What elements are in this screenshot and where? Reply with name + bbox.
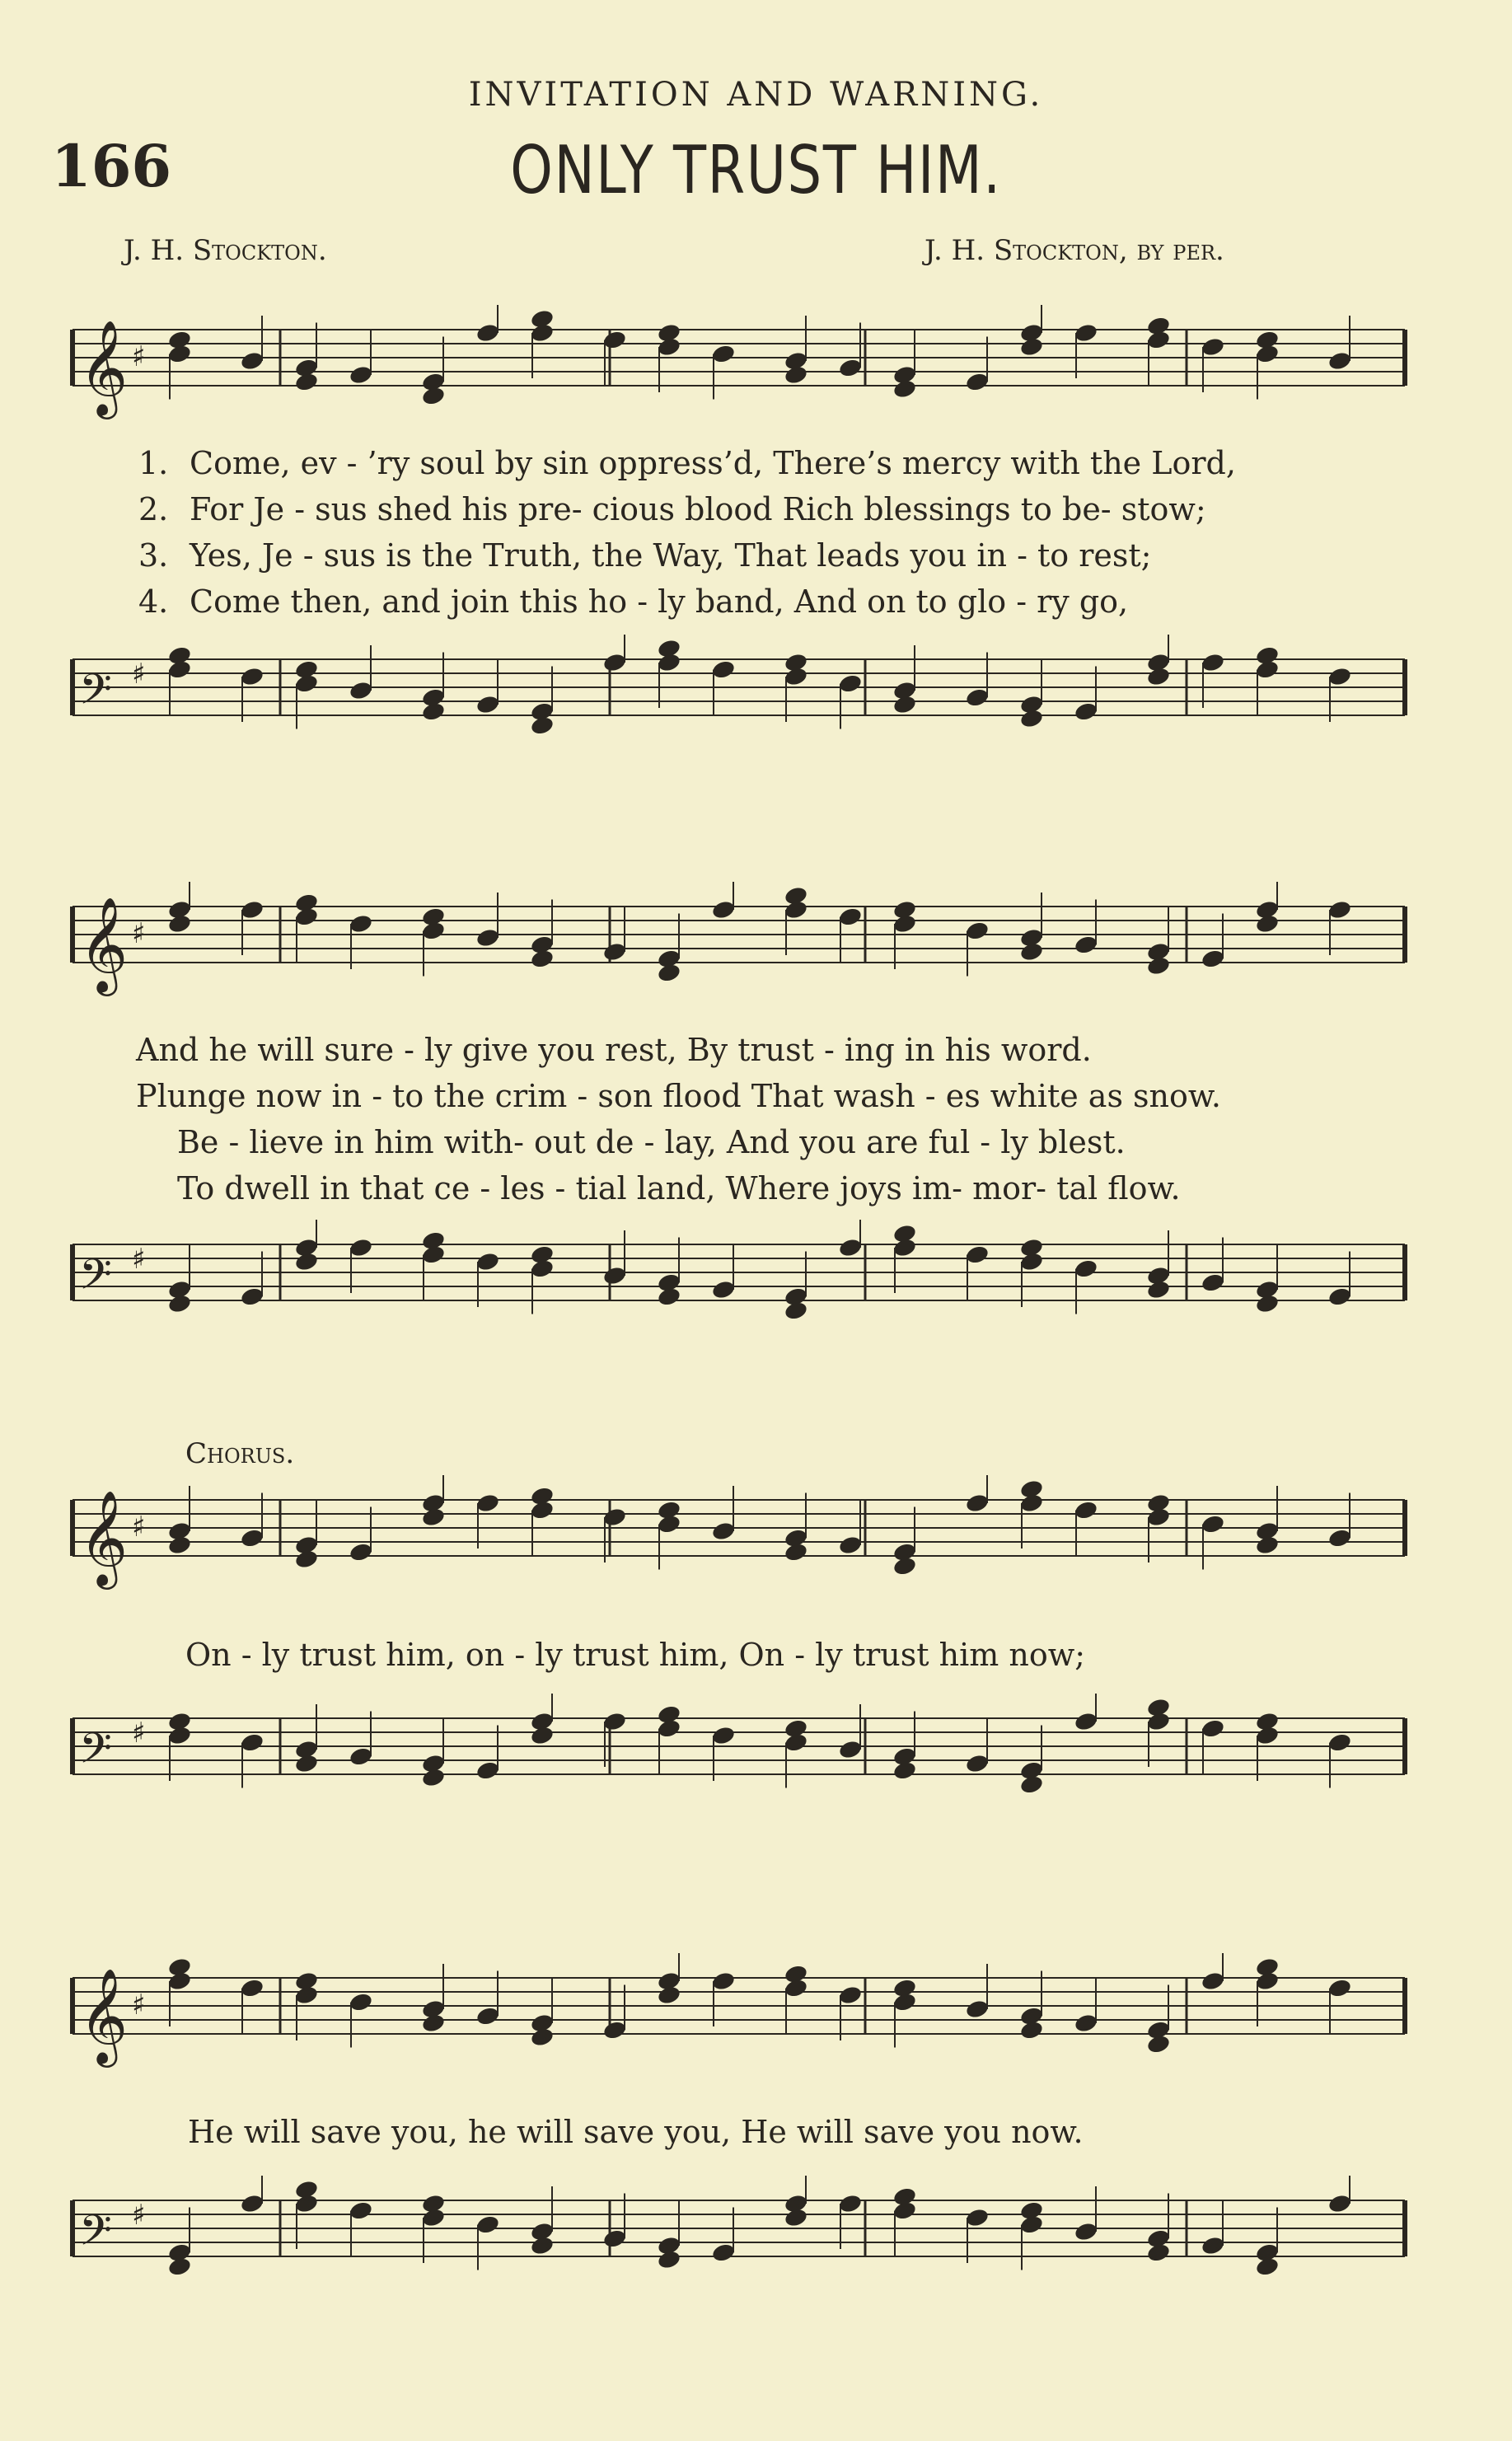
lyric-text: Plunge now in - to the crim - son flood That wash - es white as snow.	[136, 1078, 1221, 1114]
note-head	[1146, 316, 1172, 337]
note-head	[1255, 330, 1280, 351]
note-head	[349, 1542, 374, 1563]
note-head	[1019, 941, 1045, 963]
note-head	[602, 941, 628, 963]
note-head	[1019, 336, 1045, 358]
note-head	[657, 1704, 682, 1726]
note-head	[1146, 2034, 1172, 2055]
lyric-text: To dwell in that ce - les - tial land, Where joys im- mor- tal flow.	[177, 1170, 1181, 1206]
bass-staff-system-2	[0, 1220, 1512, 1384]
note-head	[294, 1251, 320, 1272]
note-head	[784, 2207, 809, 2228]
treble-clef-icon: 𝄞	[79, 1967, 129, 2064]
note-head	[711, 2242, 737, 2264]
note-head	[1327, 1732, 1353, 1754]
note-head	[1074, 322, 1099, 344]
note-head	[1074, 2221, 1099, 2242]
note-head	[349, 1746, 374, 1768]
bass-staff-system-3	[0, 1694, 1512, 1858]
note-head	[657, 322, 682, 344]
composer-credit: J. H. Stockton, by per.	[925, 234, 1224, 267]
note-head	[602, 652, 628, 673]
note-head	[475, 2214, 501, 2236]
bass-clef-icon: 𝄢	[79, 1249, 112, 1310]
verse-line	[188, 2114, 1084, 2150]
note-head	[1019, 1774, 1045, 1796]
note-head	[349, 2200, 374, 2222]
note-head	[530, 1725, 555, 1746]
treble-staff-system-2	[0, 882, 1512, 1014]
note-head	[784, 652, 809, 673]
note-head	[965, 1244, 990, 1266]
lyric-text: And he will sure - ly give you rest, By trust - ing in his word.	[136, 1032, 1092, 1068]
lyric-text: Come, ev - ’ry soul by sin oppress’d, There’s mercy with the Lord,	[190, 445, 1236, 481]
note-head	[1074, 2012, 1099, 2034]
note-head	[240, 899, 265, 921]
note-head	[657, 1500, 682, 1521]
note-head	[657, 1286, 682, 1308]
lyric-text: Yes, Je - sus is the Truth, the Way, That leads you in - to rest;	[190, 537, 1152, 574]
bass-clef-icon: 𝄢	[79, 664, 112, 724]
note-head	[1074, 1711, 1099, 1732]
note-head	[602, 2228, 628, 2250]
lyricist-credit: J. H. Stockton.	[124, 234, 327, 267]
note-head	[784, 364, 809, 386]
lyric-text: Be - lieve in him with- out de - lay, And you are ful - ly blest.	[177, 1124, 1126, 1160]
note-head	[1201, 1514, 1226, 1535]
note-head	[530, 1244, 555, 1266]
verse-number: 1.	[138, 445, 169, 481]
note-head	[421, 701, 447, 723]
note-head	[475, 2006, 501, 2027]
lyric-text: Come then, and join this ho - ly band, And on to glo - ry go,	[190, 583, 1129, 620]
note-head	[602, 1506, 628, 1528]
note-head	[349, 1992, 374, 2013]
note-head	[475, 1760, 501, 1782]
note-head	[1255, 645, 1280, 667]
note-head	[602, 330, 628, 351]
sharp-icon: ♯	[132, 917, 146, 950]
note-head	[892, 899, 918, 921]
note-head	[711, 344, 737, 365]
note-head	[240, 1528, 265, 1549]
verse-line	[177, 1124, 1126, 1160]
note-head	[421, 1506, 447, 1528]
note-head	[1019, 1478, 1045, 1500]
note-head	[602, 1265, 628, 1286]
note-head	[711, 1970, 737, 1992]
note-head	[1019, 2020, 1045, 2041]
note-head	[1019, 1237, 1045, 1258]
note-head	[1327, 1978, 1353, 1999]
page-number: 166	[51, 132, 172, 200]
note-head	[1201, 652, 1226, 673]
note-head	[530, 2026, 555, 2048]
note-head	[349, 364, 374, 386]
note-head	[965, 921, 990, 942]
note-head	[1074, 1258, 1099, 1280]
note-head	[838, 1739, 864, 1760]
lyric-text: On - ly trust him, on - ly trust him, On - ly trust him now;	[185, 1637, 1086, 1673]
note-head	[657, 963, 682, 984]
note-head	[294, 1753, 320, 1774]
sharp-icon: ♯	[132, 1511, 146, 1544]
note-head	[167, 913, 193, 935]
note-head	[892, 1223, 918, 1244]
treble-clef-icon: 𝄞	[79, 319, 129, 415]
note-head	[240, 350, 265, 372]
note-head	[167, 645, 193, 667]
note-head	[965, 372, 990, 393]
sharp-icon: ♯	[132, 340, 146, 373]
note-head	[711, 1279, 737, 1300]
note-head	[240, 1732, 265, 1754]
verse-line	[136, 1078, 1221, 1114]
note-head	[838, 1237, 864, 1258]
note-head	[421, 907, 447, 928]
note-head	[1255, 1293, 1280, 1314]
note-head	[240, 2193, 265, 2214]
note-head	[965, 1492, 990, 1514]
note-head	[892, 694, 918, 715]
verse-line	[138, 537, 1151, 574]
note-head	[1201, 2235, 1226, 2256]
note-head	[421, 1230, 447, 1252]
note-head	[657, 2249, 682, 2270]
note-head	[294, 659, 320, 681]
note-head	[711, 1725, 737, 1746]
verse-line	[177, 1170, 1181, 1206]
note-head	[1146, 1697, 1172, 1718]
note-head	[1074, 701, 1099, 723]
note-head	[1255, 2256, 1280, 2278]
verse-line	[138, 491, 1206, 527]
note-head	[838, 1984, 864, 2006]
treble-staff-system-1	[0, 305, 1512, 437]
note-head	[838, 1534, 864, 1556]
note-head	[167, 1956, 193, 1978]
note-head	[892, 1556, 918, 1577]
bass-staff-system-4	[0, 2176, 1512, 2340]
hymn-title: ONLY TRUST HIM.	[510, 132, 1002, 208]
note-head	[602, 1711, 628, 1732]
note-head	[475, 694, 501, 715]
sharp-icon: ♯	[132, 1243, 146, 1276]
note-head	[1327, 2193, 1353, 2214]
treble-clef-icon: 𝄞	[79, 896, 129, 992]
treble-staff-system-4	[0, 1953, 1512, 2085]
note-head	[1201, 1970, 1226, 1992]
bass-clef-icon: 𝄢	[79, 1723, 112, 1783]
note-head	[1146, 955, 1172, 977]
note-head	[1146, 666, 1172, 687]
verse-line	[136, 1032, 1092, 1068]
note-head	[1327, 666, 1353, 687]
note-head	[784, 885, 809, 907]
note-head	[167, 2256, 193, 2278]
verse-line	[185, 1637, 1085, 1673]
note-head	[294, 1548, 320, 1570]
note-head	[602, 2020, 628, 2041]
bass-clef-icon: 𝄢	[79, 2205, 112, 2265]
note-head	[1327, 1286, 1353, 1308]
note-head	[838, 2193, 864, 2214]
note-head	[530, 715, 555, 737]
note-head	[475, 1492, 501, 1514]
note-head	[838, 907, 864, 928]
note-head	[838, 673, 864, 695]
sharp-icon: ♯	[132, 1989, 146, 2022]
note-head	[167, 1534, 193, 1556]
verse-number: 3.	[138, 537, 169, 574]
note-head	[530, 2235, 555, 2256]
note-head	[1201, 1718, 1226, 1740]
sharp-icon: ♯	[132, 2199, 146, 2232]
note-head	[784, 1964, 809, 1985]
note-head	[167, 330, 193, 351]
note-head	[657, 638, 682, 659]
note-head	[421, 1767, 447, 1788]
note-head	[1146, 1279, 1172, 1300]
note-head	[892, 378, 918, 400]
note-head	[892, 2186, 918, 2208]
note-head	[892, 1760, 918, 1782]
note-head	[349, 1237, 374, 1258]
note-head	[294, 372, 320, 393]
note-head	[1201, 1272, 1226, 1294]
note-head	[965, 1753, 990, 1774]
sharp-icon: ♯	[132, 1717, 146, 1750]
chorus-label: Chorus.	[185, 1437, 295, 1470]
note-head	[475, 1251, 501, 1272]
note-head	[421, 2012, 447, 2034]
note-head	[784, 1718, 809, 1740]
section-header: INVITATION AND WARNING.	[468, 76, 1044, 114]
note-head	[965, 687, 990, 709]
note-head	[530, 1486, 555, 1507]
note-head	[240, 1286, 265, 1308]
note-head	[784, 1542, 809, 1563]
note-head	[167, 1293, 193, 1314]
note-head	[1074, 935, 1099, 956]
note-head	[530, 308, 555, 330]
verse-line	[138, 445, 1236, 481]
note-head	[1201, 949, 1226, 970]
verse-line	[138, 583, 1128, 620]
note-head	[711, 1520, 737, 1542]
note-head	[965, 2207, 990, 2228]
note-head	[421, 2193, 447, 2214]
note-head	[1327, 899, 1353, 921]
lyric-text: He will save you, he will save you, He will save you now.	[188, 2114, 1084, 2150]
note-head	[1255, 1711, 1280, 1732]
note-head	[167, 1711, 193, 1732]
note-head	[1146, 1492, 1172, 1514]
treble-clef-icon: 𝄞	[79, 1489, 129, 1586]
note-head	[965, 1998, 990, 2020]
note-head	[784, 1300, 809, 1322]
note-head	[1019, 708, 1045, 729]
note-head	[1255, 1534, 1280, 1556]
note-head	[294, 1970, 320, 1992]
note-head	[475, 322, 501, 344]
note-head	[711, 659, 737, 681]
note-head	[1255, 1956, 1280, 1978]
note-head	[349, 680, 374, 701]
lyric-text: For Je - sus shed his pre- cious blood Rich blessings to be- stow;	[190, 491, 1206, 527]
note-head	[475, 927, 501, 949]
bass-staff-system-1	[0, 635, 1512, 799]
note-head	[711, 899, 737, 921]
note-head	[1019, 2200, 1045, 2222]
note-head	[1146, 2242, 1172, 2264]
treble-staff-system-3	[0, 1475, 1512, 1607]
note-head	[240, 666, 265, 687]
verse-number: 2.	[138, 491, 169, 527]
note-head	[421, 386, 447, 407]
verse-number: 4.	[138, 583, 169, 620]
note-head	[1201, 336, 1226, 358]
sharp-icon: ♯	[132, 658, 146, 691]
note-head	[1327, 1528, 1353, 1549]
note-head	[294, 2179, 320, 2200]
note-head	[1327, 350, 1353, 372]
note-head	[349, 913, 374, 935]
note-head	[240, 1978, 265, 1999]
note-head	[1074, 1500, 1099, 1521]
note-head	[838, 358, 864, 379]
note-head	[892, 1978, 918, 1999]
note-head	[657, 1984, 682, 2006]
note-head	[530, 949, 555, 970]
note-head	[294, 893, 320, 914]
note-head	[1255, 913, 1280, 935]
